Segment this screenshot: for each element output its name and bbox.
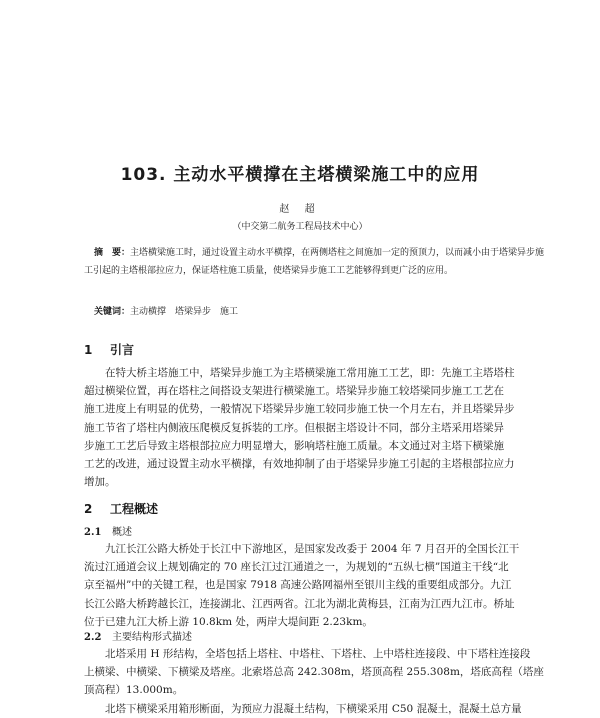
text-line: 增加。 (84, 476, 116, 489)
author-affiliation: （中交第二航务工程局技术中心） (232, 222, 368, 232)
text-line: 超过横梁位置，再在塔柱之间搭设支架进行横梁施工。塔梁异步施工较塔梁同步施工工艺在 (84, 385, 504, 398)
text-line: 九江长江公路大桥处于长江中下游地区，是国家发改委于 2004 年 7 月召开的全国长江干 (105, 543, 520, 555)
section-2-2-paragraph (84, 645, 546, 718)
text-line: 流过江通道会议上规划确定的 70 座长江过江通道之一，为规划的“五纵七横”国道主干线“北 (84, 561, 509, 574)
subsection-title: 概述 (112, 527, 132, 538)
keywords (94, 304, 238, 317)
section-1-heading (84, 341, 134, 358)
text-line: 位于已建九江大桥上游 10.8km 处，两岸大堤间距 2.23km。 (84, 615, 373, 628)
section-number: 2 (84, 502, 93, 516)
paper-title: 103. 主动水平横撑在主塔横梁施工中的应用 (120, 165, 480, 185)
abstract-label: 摘 要： (94, 248, 131, 258)
text-line: 北塔下横梁采用箱形断面，为预应力混凝土结构，下横梁采用 C50 混凝土，混凝土总方量 (105, 702, 522, 715)
subsection-number: 2.1 (84, 527, 102, 538)
keywords-label: 关键词： (94, 307, 131, 317)
subsection-number: 2.2 (84, 632, 102, 643)
section-2-1-paragraph (84, 540, 546, 631)
text-line: 施工进度上有明显的优势，一般情况下塔梁异步施工较同步施工快一个月左右，并且塔梁异步 (84, 403, 515, 416)
text-line: 顶高程）13.000m。 (84, 684, 184, 697)
abstract-text: 主塔横梁施工时，通过设置主动水平横撑，在两侧塔柱之间施加一定的预顶力，以而减小由于塔梁异步施工引起的主塔根部拉应力，保证塔柱施工质量，使塔梁异步施工工艺能够得到更广泛的应用。 (84, 248, 545, 276)
text-line: 工艺的改进，通过设置主动水平横撑，有效地抑制了由于塔梁异步施工引起的主塔根部拉应力 (84, 458, 515, 471)
keywords-text: 主动横撑 塔梁异步 施工 (130, 307, 239, 317)
section-title: 工程概述 (110, 502, 159, 516)
author-name: 赵 超 (279, 204, 321, 215)
subsection-2-1-heading (84, 523, 132, 538)
text-line: 京至福州”中的关键工程，也是国家 7918 高速公路网福州至银川主线的重要组成部分。九江 (84, 579, 512, 592)
text-line: 北塔采用 H 形结构，全塔包括上塔柱、中塔柱、下塔柱、上中塔柱连接段、中下塔柱连接段 (105, 648, 531, 660)
text-line: 上横梁、中横梁、下横梁及塔座。北索塔总高 242.308m，塔顶高程 255.308m，塔底高程（塔座 (84, 666, 544, 679)
text-line: 在特大桥主塔施工中，塔梁异步施工为主塔横梁施工常用施工工艺，即：先施工主塔塔柱 (105, 367, 515, 379)
abstract (84, 244, 546, 280)
text-line: 步施工工艺后导致主塔根部拉应力明显增大，影响塔柱施工质量。本文通过对主塔下横梁施 (84, 439, 504, 452)
text-line: 长江公路大桥跨越长江，连接湖北、江西两省。江北为湖北黄梅县，江南为江西九江市。桥址 (84, 597, 515, 610)
section-2-heading (84, 500, 158, 517)
subsection-title: 主要结构形式描述 (112, 632, 192, 643)
text-line: 施工节省了塔柱内侧液压爬模反复拆装的工序。但根据主塔设计不同，部分主塔采用塔梁异 (84, 421, 504, 434)
section-title: 引言 (110, 343, 135, 357)
section-1-paragraph (84, 364, 546, 491)
subsection-2-2-heading (84, 628, 192, 643)
section-number: 1 (84, 343, 93, 357)
